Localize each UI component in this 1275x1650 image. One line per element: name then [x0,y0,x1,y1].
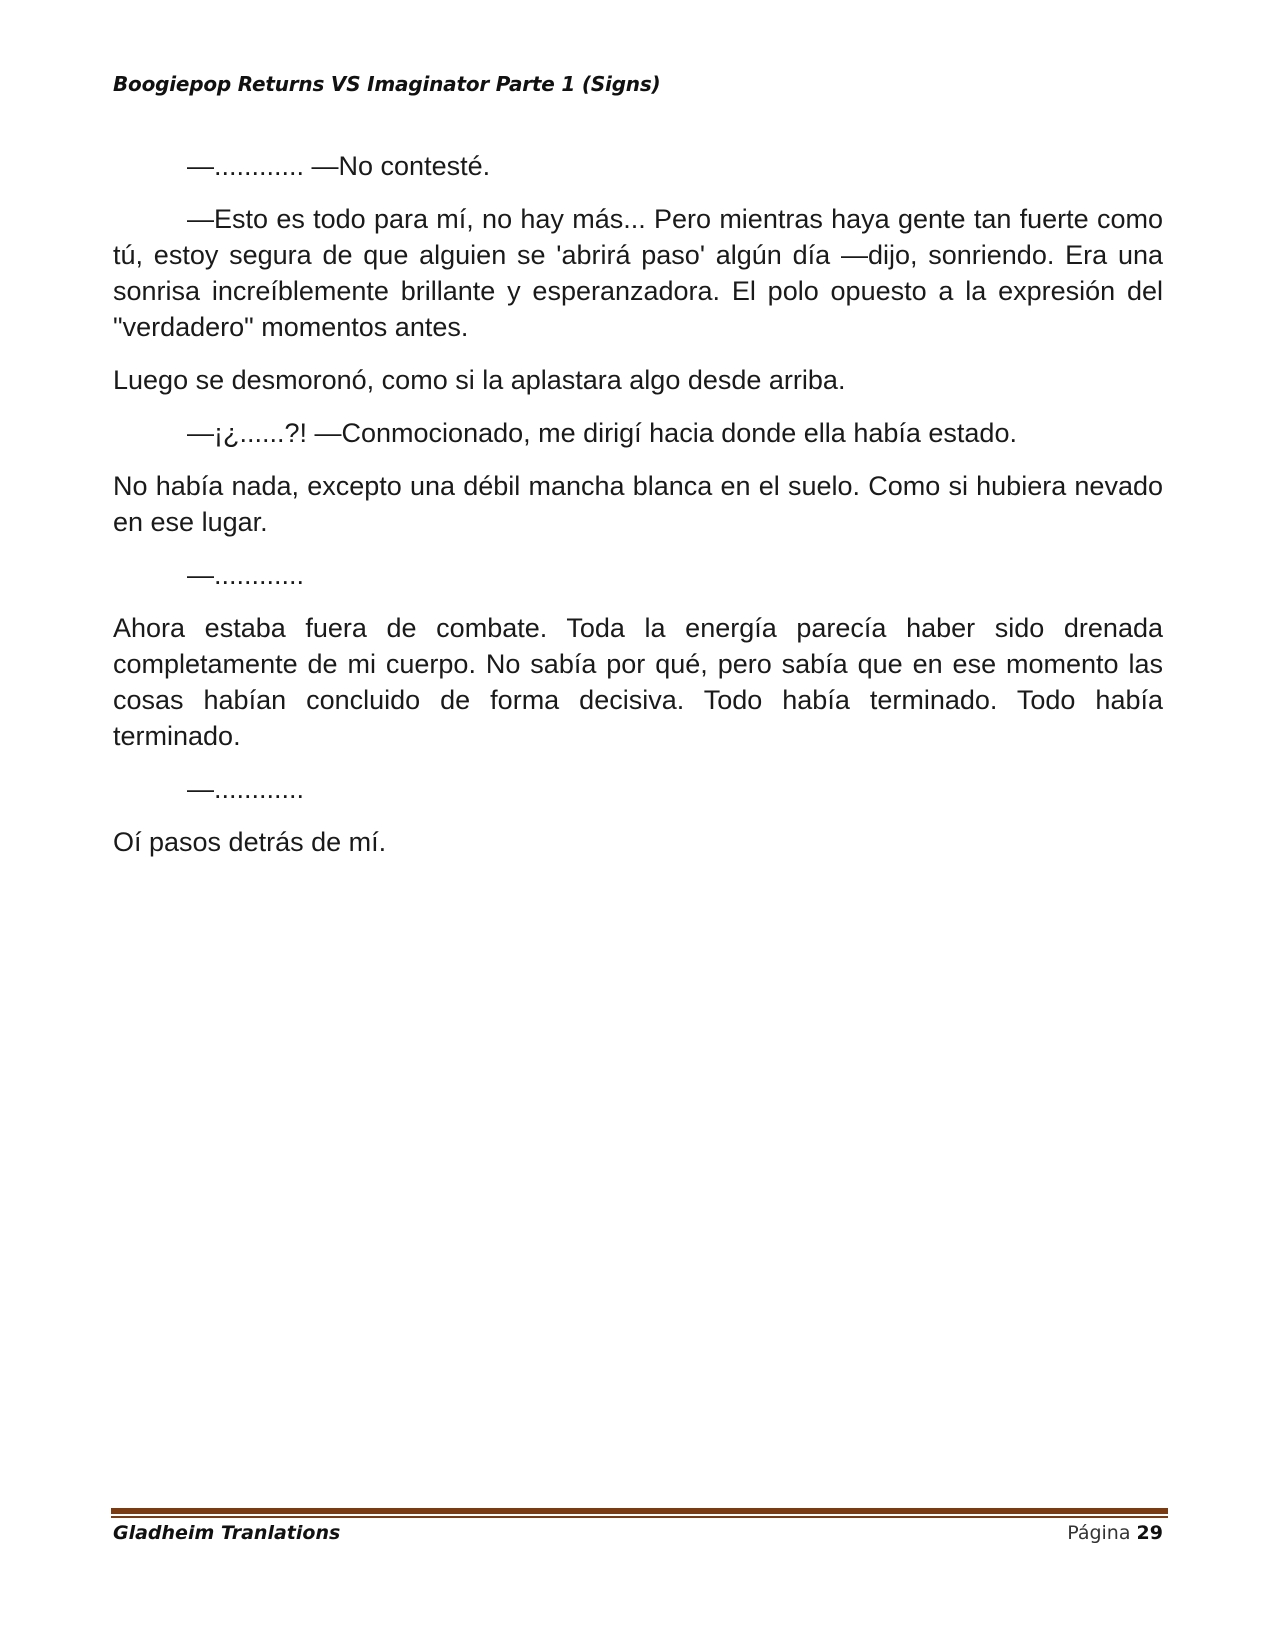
paragraph: —............ —No contesté. [187,151,491,181]
page-number: 29 [1136,1522,1163,1544]
page-header-title: Boogiepop Returns VS Imaginator Parte 1 (Signs) [113,72,661,96]
footer-divider [111,1508,1168,1518]
page-label: Página [1067,1522,1131,1544]
paragraph: Ahora estaba fuera de combate. Toda la energía parecía haber sido drenada completamente de mi cuerpo. No sabía por qué, pero sabía que en ese momento las cosas habían concluido de forma decisiva. Todo había terminado. Todo había terminado. [113,613,1163,751]
paragraph: —............ [187,774,305,804]
paragraph: —............ [187,560,305,590]
paragraph: Oí pasos detrás de mí. [113,827,387,857]
paragraph: Luego se desmoronó, como si la aplastara algo desde arriba. [113,365,846,395]
footer-divider-thick [111,1508,1168,1514]
body-text [113,148,1163,877]
paragraph: —Esto es todo para mí, no hay más... Pero mientras haya gente tan fuerte como tú, estoy segura de que alguien se 'abrirá paso' algún día —dijo, sonriendo. Era una sonrisa increíblemente brillante y esperanzadora. El polo opuesto a la expresión del "verdadero" momentos antes. [113,204,1163,342]
page-number-block [1067,1522,1163,1544]
footer-divider-thin [111,1516,1168,1518]
paragraph: No había nada, excepto una débil mancha blanca en el suelo. Como si hubiera nevado en ese lugar. [113,471,1163,537]
footer-credit: Gladheim Tranlations [113,1522,341,1544]
paragraph: —¡¿......?! —Conmocionado, me dirigí hacia donde ella había estado. [187,418,1017,448]
